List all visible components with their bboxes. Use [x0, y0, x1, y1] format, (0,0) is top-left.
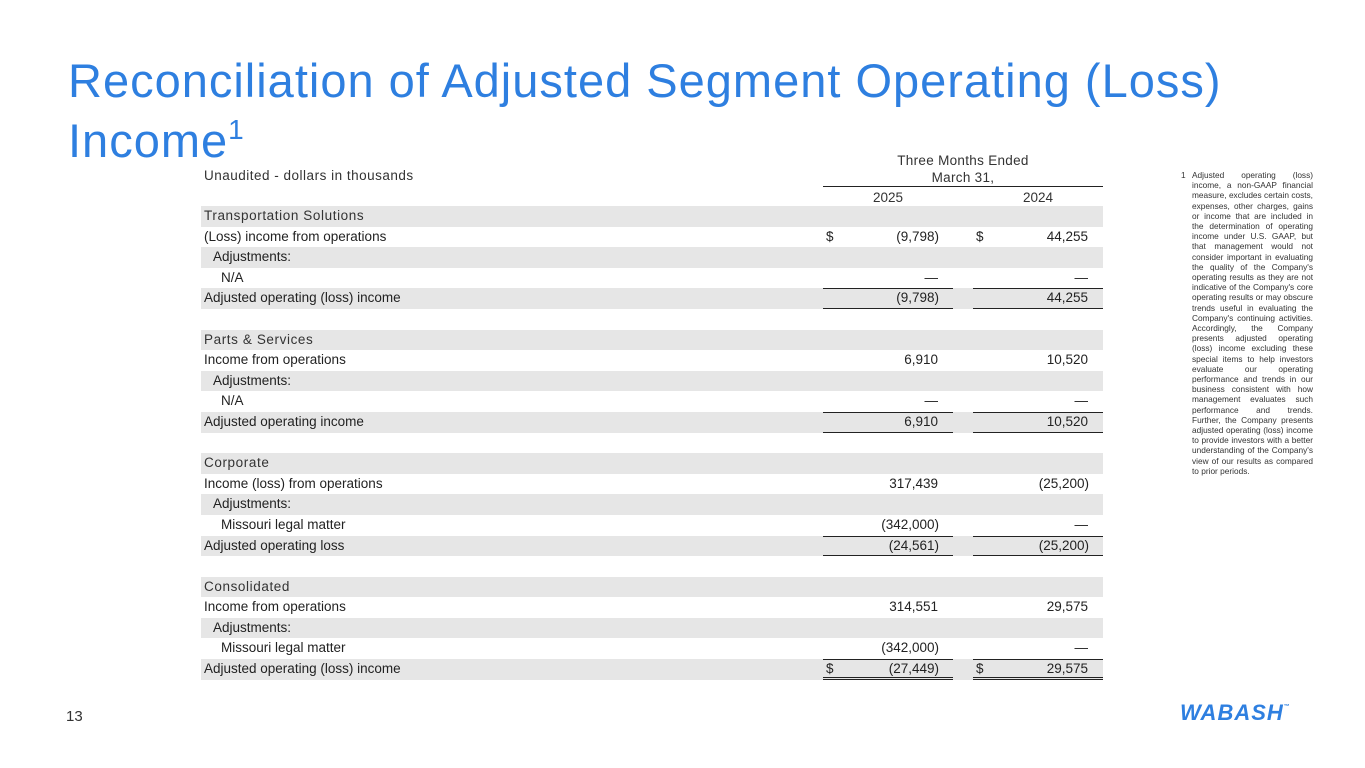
section-header: [201, 330, 1103, 351]
row-spacer: [201, 433, 1103, 454]
table-row: [201, 227, 1103, 248]
row-label: Adjusted operating (loss) income: [204, 661, 401, 677]
value-2025: [823, 412, 953, 433]
value-2024: [973, 288, 1103, 309]
value-2024: [973, 268, 1103, 289]
logo-trademark: ™: [1283, 704, 1291, 710]
value-2025: [823, 350, 953, 371]
row-label: Adjustments:: [213, 496, 292, 512]
row-label: (Loss) income from operations: [204, 228, 387, 244]
table-row: [201, 412, 1103, 433]
row-spacer: [201, 556, 1103, 577]
cell-value: (342,000): [881, 516, 939, 532]
currency-symbol: $: [826, 228, 834, 244]
table-row: [201, 536, 1103, 557]
currency-symbol: $: [976, 661, 984, 677]
row-label: Adjusted operating (loss) income: [204, 290, 401, 306]
row-label: Adjustments:: [213, 249, 292, 265]
cell-value: (24,561): [888, 537, 939, 553]
cell-value: —: [1074, 269, 1088, 285]
cell-value: (25,200): [1038, 475, 1089, 491]
cell-value: 29,575: [1046, 599, 1088, 615]
value-2024: [973, 659, 1103, 680]
value-2025: [823, 597, 953, 618]
cell-value: 10,520: [1046, 413, 1088, 429]
cell-value: 317,439: [889, 475, 938, 491]
logo-text: WABASH: [1180, 700, 1284, 725]
column-header-2025: 2025: [872, 190, 904, 205]
table-row: [201, 618, 1103, 639]
value-2024: [973, 536, 1103, 557]
value-2025: [823, 288, 953, 309]
currency-symbol: $: [826, 661, 834, 677]
value-2025: [823, 515, 953, 536]
section-header: [201, 206, 1103, 227]
row-label: Parts & Services: [204, 331, 314, 347]
row-label: Corporate: [204, 455, 270, 471]
value-2025: [823, 536, 953, 557]
cell-value: (27,449): [888, 661, 939, 677]
cell-value: —: [924, 269, 938, 285]
table-row: [201, 659, 1103, 680]
value-2024: [973, 412, 1103, 433]
value-2025: [823, 474, 953, 495]
footnote-marker: 1: [228, 114, 245, 145]
cell-value: —: [924, 393, 938, 409]
table-row: [201, 515, 1103, 536]
cell-value: 44,255: [1046, 228, 1088, 244]
value-2024: [973, 227, 1103, 248]
row-label: N/A: [221, 393, 244, 409]
cell-value: (9,798): [896, 290, 939, 306]
value-2025: [823, 268, 953, 289]
footnote: [1181, 170, 1313, 476]
value-2025: [823, 227, 953, 248]
value-2024: [973, 638, 1103, 659]
row-spacer: [201, 309, 1103, 330]
column-header-2024: 2024: [1022, 190, 1054, 205]
value-2024: [973, 350, 1103, 371]
value-2025: [823, 638, 953, 659]
row-label: N/A: [221, 269, 244, 285]
wabash-logo: [1180, 700, 1291, 726]
page-number: 13: [66, 708, 83, 725]
cell-value: —: [1074, 516, 1088, 532]
row-label: Transportation Solutions: [204, 208, 365, 223]
row-label: Adjusted operating income: [204, 413, 364, 429]
section-header: [201, 577, 1103, 598]
table-row: [201, 268, 1103, 289]
cell-value: —: [1074, 640, 1088, 656]
period-header-line-1: Three Months Ended: [897, 153, 1029, 168]
row-label: Missouri legal matter: [221, 516, 346, 532]
row-label: Adjusted operating loss: [204, 537, 345, 553]
value-2024: [973, 474, 1103, 495]
footnote-number: 1: [1181, 170, 1186, 180]
cell-value: (342,000): [881, 640, 939, 656]
cell-value: 6,910: [904, 352, 938, 368]
value-2024: [973, 597, 1103, 618]
value-2025: [823, 659, 953, 680]
cell-value: 44,255: [1046, 290, 1088, 306]
table-row: [201, 247, 1103, 268]
period-header: [823, 152, 1103, 186]
cell-value: —: [1074, 393, 1088, 409]
row-label: Income (loss) from operations: [204, 475, 383, 491]
table-row: [201, 350, 1103, 371]
table-row: [201, 474, 1103, 495]
footnote-text: Adjusted operating (loss) income, a non-GAAP financial measure, excludes certain costs, expenses, other charges, gains or income that are included in the determination of operating income under U.S. GAAP, but that management would not consider important in evaluating the quality of the Company's operating results as they are not indicative of the Company's core operating results or may obscure trends useful in evaluating the Company's continuing activities. Accordingly, the Company presents adjusted operating (loss) income excluding these special items to help investors evaluate our operating performance and trends in our business consistent with how management evaluates such performance and trends. Further, the Company presents adjusted operating (loss) income to provide investors with a better understanding of the Company's view of our results as compared to prior periods.: [1192, 170, 1313, 476]
cell-value: (25,200): [1038, 537, 1089, 553]
value-2024: [973, 515, 1103, 536]
period-header-line-2: March 31,: [931, 170, 995, 185]
cell-value: 6,910: [904, 413, 938, 429]
table-row: [201, 597, 1103, 618]
period-header-rule: [823, 186, 1103, 187]
row-label: Income from operations: [204, 352, 346, 368]
table-row: [201, 494, 1103, 515]
row-label: Income from operations: [204, 599, 346, 615]
table-row: [201, 638, 1103, 659]
row-label: Missouri legal matter: [221, 640, 346, 656]
value-2025: [823, 391, 953, 412]
table-row: [201, 371, 1103, 392]
currency-symbol: $: [976, 228, 984, 244]
row-label: Adjustments:: [213, 619, 292, 635]
cell-value: 10,520: [1046, 352, 1088, 368]
section-header: [201, 453, 1103, 474]
table-caption: Unaudited - dollars in thousands: [204, 168, 414, 183]
row-label: Consolidated: [204, 578, 291, 594]
value-2024: [973, 391, 1103, 412]
table-body: [201, 206, 1103, 680]
cell-value: (9,798): [896, 228, 939, 244]
row-label: Adjustments:: [213, 372, 292, 388]
table-row: [201, 288, 1103, 309]
cell-value: 314,551: [889, 599, 938, 615]
cell-value: 29,575: [1046, 661, 1088, 677]
table-row: [201, 391, 1103, 412]
page-title: Reconciliation of Adjusted Segment Operating (Loss) Income$^1$: [68, 54, 1222, 167]
